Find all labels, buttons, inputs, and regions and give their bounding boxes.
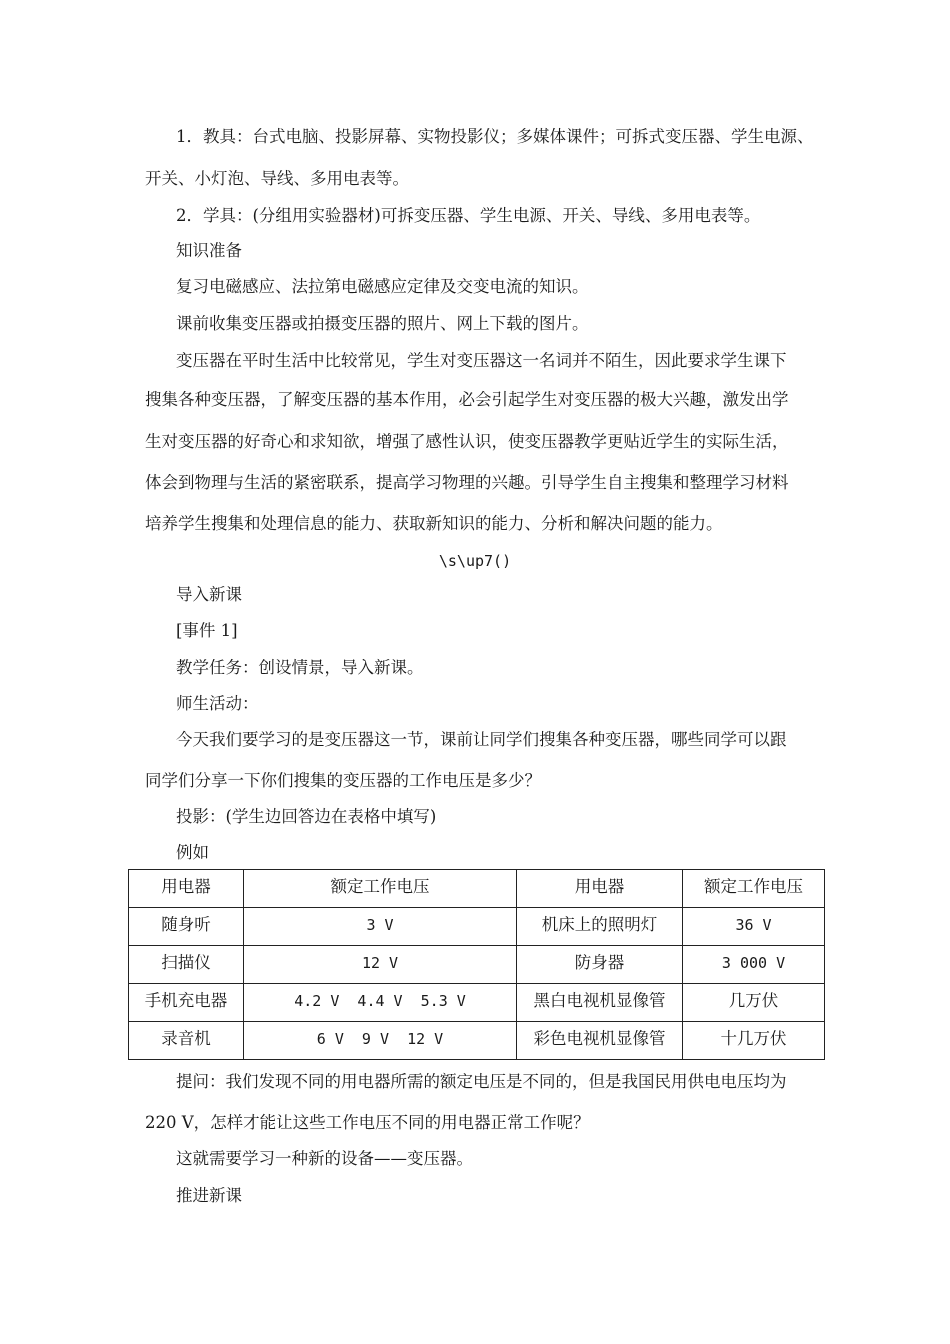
teaching-task: 教学任务：创设情景，导入新课。 [176, 658, 424, 677]
table-cell: 手机充电器 [129, 984, 244, 1022]
question-line-2: 220 V，怎样才能让这些工作电压不同的用电器正常工作呢？ [145, 1113, 590, 1132]
motivation-line-5: 培养学生搜集和处理信息的能力、获取新知识的能力、分析和解决问题的能力。 [145, 514, 723, 533]
today-lesson-line-2: 同学们分享一下你们搜集的变压器的工作电压是多少？ [145, 771, 541, 790]
table-row [129, 984, 825, 1022]
motivation-line-2: 搜集各种变压器，了解变压器的基本作用，必会引起学生对变压器的极大兴趣，激发出学 [145, 390, 789, 409]
table-cell: 十几万伏 [683, 1022, 825, 1060]
table-row [129, 1022, 825, 1060]
voltage-table [128, 869, 825, 1060]
table-cell: 3 000 V [683, 946, 825, 984]
table-cell: 4.2 V 4.4 V 5.3 V [244, 984, 517, 1022]
table-cell: 几万伏 [683, 984, 825, 1022]
student-aids: 2．学具：(分组用实验器材)可拆变压器、学生电源、开关、导线、多用电表等。 [176, 206, 761, 225]
motivation-line-1: 变压器在平时生活中比较常见，学生对变压器这一名词并不陌生，因此要求学生课下 [176, 351, 787, 370]
header-rated-voltage: 额定工作电压 [683, 870, 825, 908]
header-appliance: 用电器 [517, 870, 683, 908]
table-cell: 防身器 [517, 946, 683, 984]
review-paragraph: 复习电磁感应、法拉第电磁感应定律及交变电流的知识。 [176, 277, 589, 296]
table-header-row [129, 870, 825, 908]
heading-advance-lesson: 推进新课 [176, 1186, 242, 1205]
table-cell: 3 V [244, 908, 517, 946]
projection-note: 投影：(学生边回答边在表格中填写) [176, 807, 437, 826]
table-cell: 录音机 [129, 1022, 244, 1060]
question-line-1: 提问：我们发现不同的用电器所需的额定电压是不同的，但是我国民用供电电压均为 [176, 1072, 787, 1091]
table-cell: 12 V [244, 946, 517, 984]
table-cell: 扫描仪 [129, 946, 244, 984]
table-cell: 随身听 [129, 908, 244, 946]
answer-line: 这就需要学习一种新的设备——变压器。 [176, 1149, 473, 1168]
table-cell: 6 V 9 V 12 V [244, 1022, 517, 1060]
collect-photos-paragraph: 课前收集变压器或拍摄变压器的照片、网上下载的图片。 [176, 314, 589, 333]
motivation-line-3: 生对变压器的好奇心和求知欲，增强了感性认识，使变压器教学更贴近学生的实际生活， [145, 432, 789, 451]
table-cell: 黑白电视机显像管 [517, 984, 683, 1022]
teaching-aids-line-2: 开关、小灯泡、导线、多用电表等。 [145, 169, 409, 188]
teacher-student-activity: 师生活动： [176, 694, 259, 713]
equation-placeholder: \s\up7() [438, 552, 512, 570]
heading-knowledge-prep: 知识准备 [176, 241, 242, 260]
today-lesson-line-1: 今天我们要学习的是变压器这一节，课前让同学们搜集各种变压器，哪些同学可以跟 [176, 730, 787, 749]
table-row [129, 946, 825, 984]
example-label: 例如 [176, 843, 209, 862]
table-row [129, 908, 825, 946]
table-cell: 机床上的照明灯 [517, 908, 683, 946]
header-appliance: 用电器 [129, 870, 244, 908]
motivation-line-4: 体会到物理与生活的紧密联系，提高学习物理的兴趣。引导学生自主搜集和整理学习材料 [145, 473, 789, 492]
table-cell: 彩色电视机显像管 [517, 1022, 683, 1060]
teaching-aids-line-1: 1．教具：台式电脑、投影屏幕、实物投影仪；多媒体课件；可拆式变压器、学生电源、 [176, 127, 814, 146]
event-label: [事件 1] [176, 621, 238, 640]
table-cell: 36 V [683, 908, 825, 946]
heading-intro-new-lesson: 导入新课 [176, 585, 242, 604]
header-rated-voltage: 额定工作电压 [244, 870, 517, 908]
